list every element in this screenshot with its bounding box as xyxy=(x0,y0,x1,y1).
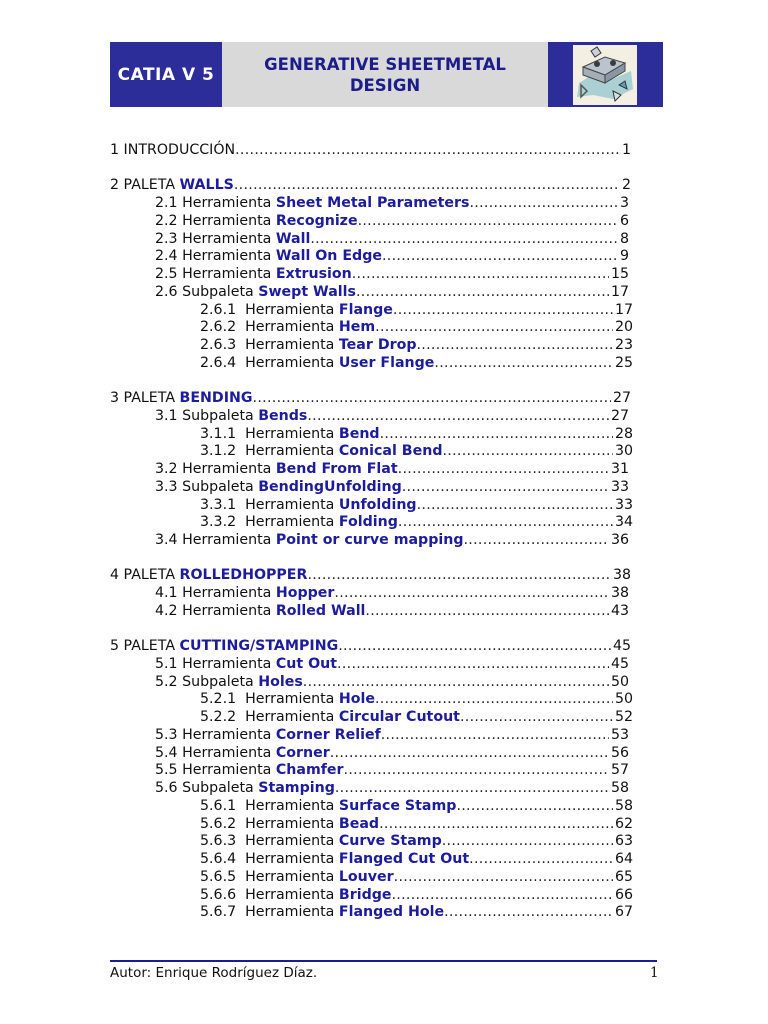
toc-entry-page: 2 xyxy=(621,177,631,194)
toc-entry-prefix: Subpaleta xyxy=(177,673,259,690)
toc-entry[interactable] xyxy=(200,832,633,850)
toc-entry-keyword: Sheet Metal Parameters xyxy=(275,195,470,211)
toc-dot-leader xyxy=(393,301,613,319)
toc-entry-keyword: Bend From Flat xyxy=(275,461,398,477)
toc-entry-prefix: Subpaleta xyxy=(177,283,259,300)
toc-entry-number: 1 xyxy=(110,142,120,158)
toc-entry[interactable] xyxy=(200,496,633,514)
toc-entry-keyword: Holes xyxy=(258,673,303,690)
toc-entry-number: 5.6.7 xyxy=(200,904,237,921)
toc-entry[interactable] xyxy=(155,726,629,744)
toc-dot-leader xyxy=(307,566,611,584)
toc-entry-page: 56 xyxy=(610,744,629,761)
toc-entry-number: 5.2.2 xyxy=(200,709,237,725)
toc-entry[interactable] xyxy=(200,797,633,815)
toc-entry-page: 52 xyxy=(614,709,633,725)
toc-entry-number: 3.3 xyxy=(155,478,178,495)
toc-entry-page: 45 xyxy=(612,638,631,654)
toc-dot-leader xyxy=(443,442,613,460)
toc-entry-number: 5.4 xyxy=(155,744,178,761)
toc-entry-prefix: PALETA xyxy=(119,177,180,194)
toc-entry-number: 2.6.1 xyxy=(200,301,237,318)
logo-box-container xyxy=(548,42,663,107)
toc-entry-keyword: Cut Out xyxy=(275,655,338,672)
toc-entry-prefix: Herramienta xyxy=(236,797,339,814)
toc-entry[interactable] xyxy=(155,265,629,283)
toc-entry-prefix: Herramienta xyxy=(177,744,276,761)
toc-entry[interactable] xyxy=(155,602,629,620)
toc-entry-number: 3.4 xyxy=(155,532,178,548)
toc-dot-leader xyxy=(334,584,609,602)
footer-author: Autor: Enrique Rodríguez Díaz. xyxy=(110,965,318,981)
toc-entry-number: 4.1 xyxy=(155,585,178,601)
toc-entry-prefix: PALETA xyxy=(119,390,180,406)
toc-entry-number: 2 xyxy=(110,177,120,194)
toc-entry[interactable] xyxy=(200,708,633,726)
toc-dot-leader xyxy=(442,832,613,850)
toc-entry-number: 2.6 xyxy=(155,283,178,300)
toc-dot-leader xyxy=(344,761,609,779)
toc-entry-page: 38 xyxy=(610,585,629,601)
toc-dot-leader xyxy=(365,602,609,620)
toc-dot-leader xyxy=(392,886,613,904)
toc-entry-keyword: Swept Walls xyxy=(258,283,356,300)
toc-entry-page: 64 xyxy=(614,851,633,867)
toc-entry-keyword: Bead xyxy=(338,815,380,832)
toc-entry-page: 50 xyxy=(610,673,629,690)
toc-entry[interactable] xyxy=(155,407,629,425)
toc-entry-number: 5.6.4 xyxy=(200,851,237,867)
toc-entry-page: 9 xyxy=(619,248,629,265)
toc-entry-number: 3.1.2 xyxy=(200,443,237,460)
toc-dot-leader xyxy=(358,212,618,230)
toc-entry-page: 53 xyxy=(610,726,629,743)
toc-dot-leader xyxy=(356,283,609,301)
toc-entry-keyword: Hem xyxy=(338,319,376,336)
toc-entry[interactable] xyxy=(155,194,629,212)
toc-entry-page: 33 xyxy=(610,478,629,495)
toc-entry-prefix: Herramienta xyxy=(236,496,339,513)
toc-entry-keyword: Folding xyxy=(338,514,398,531)
toc-entry-page: 33 xyxy=(614,496,633,513)
toc-entry-keyword: Bends xyxy=(258,407,308,424)
toc-entry-number: 2.6.4 xyxy=(200,354,237,371)
toc-dot-leader xyxy=(303,673,609,691)
toc-entry-page: 30 xyxy=(614,443,633,460)
toc-entry-page: 27 xyxy=(610,407,629,424)
toc-entry-keyword: Hopper xyxy=(275,585,335,601)
toc-entry-number: 3.1.1 xyxy=(200,425,237,442)
toc-dot-leader xyxy=(398,513,613,531)
toc-entry[interactable] xyxy=(200,442,633,460)
footer-rule xyxy=(110,960,657,962)
toc-entry[interactable] xyxy=(200,690,633,708)
toc-dot-leader xyxy=(253,389,611,407)
toc-entry-prefix: Herramienta xyxy=(177,585,276,601)
toc-entry-number: 2.1 xyxy=(155,195,178,211)
toc-entry[interactable] xyxy=(155,673,629,691)
toc-entry-prefix: Herramienta xyxy=(177,248,276,265)
toc-entry[interactable] xyxy=(200,318,633,336)
toc-dot-leader xyxy=(352,265,609,283)
toc-entry-keyword: Tear Drop xyxy=(338,337,417,353)
toc-entry-prefix: PALETA xyxy=(119,567,180,584)
toc-entry-keyword: User Flange xyxy=(338,354,435,371)
title-line-2: DESIGN xyxy=(349,75,421,95)
toc-entry-page: 38 xyxy=(612,567,631,584)
toc-entry-number: 2.6.2 xyxy=(200,319,237,336)
product-label: CATIA V 5 xyxy=(117,64,215,85)
toc-entry-page: 28 xyxy=(614,425,633,442)
toc-entry-prefix: PALETA xyxy=(119,638,180,654)
toc-entry-keyword: BENDING xyxy=(179,390,253,406)
toc-dot-leader xyxy=(375,690,613,708)
toc-entry-page: 8 xyxy=(619,230,629,247)
toc-dot-leader xyxy=(463,531,608,549)
toc-entry[interactable] xyxy=(155,247,629,265)
toc-entry-keyword: Flange xyxy=(338,301,393,318)
toc-entry[interactable] xyxy=(200,354,633,372)
toc-entry-page: 6 xyxy=(619,212,629,229)
toc-entry-keyword: Corner xyxy=(275,744,330,761)
toc-entry-page: 23 xyxy=(614,337,633,353)
toc-entry-prefix: Herramienta xyxy=(236,514,339,531)
toc-entry[interactable] xyxy=(200,301,633,319)
toc-entry[interactable] xyxy=(110,389,631,407)
toc-entry-prefix: Herramienta xyxy=(177,461,276,477)
toc-entry-prefix: Herramienta xyxy=(177,212,276,229)
toc-entry-number: 5.2 xyxy=(155,673,178,690)
toc-entry-page: 15 xyxy=(610,266,629,282)
toc-entry-number: 5.2.1 xyxy=(200,691,237,708)
toc-entry-keyword: Wall On Edge xyxy=(275,248,382,265)
toc-entry-page: 62 xyxy=(614,815,633,832)
toc-entry[interactable] xyxy=(155,283,629,301)
toc-entry-number: 5.1 xyxy=(155,655,178,672)
toc-entry-keyword: Chamfer xyxy=(275,762,344,779)
toc-entry-prefix: INTRODUCCIÓN xyxy=(119,142,236,158)
toc-entry-prefix: Herramienta xyxy=(236,851,339,867)
toc-dot-leader xyxy=(382,247,618,265)
toc-entry-page: 34 xyxy=(614,514,633,531)
toc-entry-number: 2.3 xyxy=(155,230,178,247)
toc-entry[interactable] xyxy=(155,655,629,673)
toc-entry[interactable] xyxy=(200,903,633,921)
toc-entry[interactable] xyxy=(110,637,631,655)
toc-entry-keyword: Rolled Wall xyxy=(275,602,366,619)
toc-entry-page: 36 xyxy=(610,532,629,548)
toc-dot-leader xyxy=(335,779,609,797)
toc-entry-prefix: Herramienta xyxy=(177,762,276,779)
toc-entry-page: 3 xyxy=(619,195,629,211)
toc-entry-prefix: Herramienta xyxy=(177,655,276,672)
toc-entry-page: 20 xyxy=(614,319,633,336)
toc-entry-page: 50 xyxy=(614,691,633,708)
toc-entry[interactable] xyxy=(155,744,629,762)
toc-entry-keyword: Conical Bend xyxy=(338,443,443,460)
toc-entry-page: 58 xyxy=(610,780,629,796)
toc-entry-prefix: Herramienta xyxy=(177,266,276,282)
toc-dot-leader xyxy=(456,797,613,815)
toc-entry-number: 5.6.3 xyxy=(200,833,237,850)
toc-entry-keyword: Unfolding xyxy=(338,496,417,513)
toc-entry[interactable] xyxy=(200,850,633,868)
toc-dot-leader xyxy=(310,230,618,248)
toc-entry-keyword: Louver xyxy=(338,868,394,885)
product-label-box xyxy=(110,42,222,107)
sheetmetal-part-icon xyxy=(573,45,637,105)
toc-entry[interactable] xyxy=(200,336,633,354)
toc-entry-number: 5.6.5 xyxy=(200,868,237,885)
toc-entry-number: 5.5 xyxy=(155,762,178,779)
toc-entry[interactable] xyxy=(155,230,629,248)
document-header xyxy=(110,42,663,107)
toc-entry-number: 3.3.1 xyxy=(200,496,237,513)
toc-entry-prefix: Herramienta xyxy=(236,904,339,921)
toc-entry-keyword: Recognize xyxy=(275,212,358,229)
toc-entry-keyword: Wall xyxy=(275,230,311,247)
toc-entry-number: 3.2 xyxy=(155,461,178,477)
toc-entry[interactable] xyxy=(110,566,631,584)
toc-entry-prefix: Herramienta xyxy=(177,602,276,619)
toc-dot-leader xyxy=(417,496,613,514)
toc-entry-prefix: Herramienta xyxy=(236,815,339,832)
toc-dot-leader xyxy=(394,868,613,886)
toc-entry-number: 5.6.6 xyxy=(200,886,237,903)
toc-entry[interactable] xyxy=(155,212,629,230)
toc-entry-prefix: Herramienta xyxy=(236,868,339,885)
footer-page-number: 1 xyxy=(650,965,659,981)
toc-entry-keyword: BendingUnfolding xyxy=(258,478,402,495)
toc-entry[interactable] xyxy=(155,531,629,549)
toc-entry-page: 66 xyxy=(614,886,633,903)
toc-entry-keyword: WALLS xyxy=(179,177,234,194)
toc-entry-keyword: Hole xyxy=(338,691,375,708)
toc-entry-keyword: Flanged Hole xyxy=(338,904,445,921)
toc-dot-leader xyxy=(379,815,613,833)
toc-entry-number: 4.2 xyxy=(155,602,178,619)
toc-entry-prefix: Herramienta xyxy=(177,195,276,211)
title-box xyxy=(222,42,548,107)
toc-entry-number: 2.2 xyxy=(155,212,178,229)
toc-entry[interactable] xyxy=(200,815,633,833)
toc-entry-prefix: Herramienta xyxy=(177,726,276,743)
toc-entry[interactable] xyxy=(200,886,633,904)
toc-entry-prefix: Herramienta xyxy=(177,532,276,548)
toc-entry-keyword: Circular Cutout xyxy=(338,709,460,725)
toc-entry-number: 5.6.2 xyxy=(200,815,237,832)
toc-dot-leader xyxy=(381,726,609,744)
toc-entry-page: 27 xyxy=(612,390,631,406)
toc-dot-leader xyxy=(337,655,609,673)
toc-entry[interactable] xyxy=(155,460,629,478)
toc-entry-keyword: ROLLEDHOPPER xyxy=(179,567,308,584)
toc-dot-leader xyxy=(235,141,620,159)
toc-entry-prefix: Subpaleta xyxy=(177,478,259,495)
toc-entry-number: 5.6 xyxy=(155,780,178,796)
toc-dot-leader xyxy=(434,354,613,372)
toc-entry[interactable] xyxy=(110,141,631,159)
toc-entry-prefix: Herramienta xyxy=(236,425,339,442)
toc-dot-leader xyxy=(234,176,620,194)
toc-entry-page: 63 xyxy=(614,833,633,850)
toc-entry-keyword: Curve Stamp xyxy=(338,833,442,850)
toc-entry[interactable] xyxy=(200,425,633,443)
toc-entry-page: 65 xyxy=(614,868,633,885)
toc-entry-number: 3.3.2 xyxy=(200,514,237,531)
toc-entry-page: 58 xyxy=(614,797,633,814)
toc-entry-prefix: Herramienta xyxy=(236,354,339,371)
toc-entry-number: 5.3 xyxy=(155,726,178,743)
toc-entry-prefix: Herramienta xyxy=(236,301,339,318)
toc-entry-number: 3.1 xyxy=(155,407,178,424)
toc-entry-keyword: Bridge xyxy=(338,886,392,903)
toc-entry[interactable] xyxy=(155,478,629,496)
toc-entry-number: 2.6.3 xyxy=(200,337,237,353)
toc-entry[interactable] xyxy=(155,584,629,602)
toc-entry[interactable] xyxy=(110,176,631,194)
toc-dot-leader xyxy=(460,708,613,726)
toc-entry-keyword: Flanged Cut Out xyxy=(338,851,470,867)
title-line-1: GENERATIVE SHEETMETAL xyxy=(264,54,506,74)
toc-dot-leader xyxy=(444,903,613,921)
toc-entry-page: 1 xyxy=(621,142,631,158)
toc-entry-number: 2.4 xyxy=(155,248,178,265)
toc-entry-prefix: Herramienta xyxy=(236,443,339,460)
toc-entry-keyword: Point or curve mapping xyxy=(275,532,464,548)
toc-dot-leader xyxy=(417,336,613,354)
toc-entry-prefix: Herramienta xyxy=(177,230,276,247)
toc-entry-keyword: Extrusion xyxy=(275,266,352,282)
toc-dot-leader xyxy=(398,460,609,478)
toc-entry-keyword: Bend xyxy=(338,425,380,442)
toc-entry-prefix: Herramienta xyxy=(236,833,339,850)
toc-dot-leader xyxy=(338,637,611,655)
toc-dot-leader xyxy=(469,194,618,212)
toc-dot-leader xyxy=(402,478,609,496)
toc-entry-prefix: Herramienta xyxy=(236,319,339,336)
toc-entry-page: 67 xyxy=(614,904,633,921)
toc-entry[interactable] xyxy=(155,779,629,797)
toc-entry[interactable] xyxy=(200,513,633,531)
toc-entry-prefix: Subpaleta xyxy=(177,407,259,424)
toc-dot-leader xyxy=(469,850,613,868)
toc-entry-number: 5.6.1 xyxy=(200,797,237,814)
toc-dot-leader xyxy=(330,744,609,762)
toc-entry-page: 43 xyxy=(610,602,629,619)
toc-entry-prefix: Herramienta xyxy=(236,709,339,725)
toc-entry-prefix: Herramienta xyxy=(236,337,339,353)
toc-entry[interactable] xyxy=(155,761,629,779)
toc-entry-prefix: Subpaleta xyxy=(177,780,259,796)
toc-entry-page: 57 xyxy=(610,762,629,779)
toc-entry-page: 45 xyxy=(610,655,629,672)
toc-dot-leader xyxy=(380,425,613,443)
toc-entry-number: 4 xyxy=(110,567,120,584)
toc-entry-page: 25 xyxy=(614,354,633,371)
toc-entry-number: 3 xyxy=(110,390,120,406)
toc-entry-page: 31 xyxy=(610,461,629,477)
toc-entry-number: 2.5 xyxy=(155,266,178,282)
toc-entry-page: 17 xyxy=(610,283,629,300)
toc-entry-keyword: Surface Stamp xyxy=(338,797,457,814)
toc-entry-prefix: Herramienta xyxy=(236,691,339,708)
toc-dot-leader xyxy=(307,407,609,425)
toc-entry-keyword: Stamping xyxy=(258,780,335,796)
toc-entry[interactable] xyxy=(200,868,633,886)
toc-entry-keyword: CUTTING/STAMPING xyxy=(179,638,339,654)
toc-entry-prefix: Herramienta xyxy=(236,886,339,903)
toc-entry-page: 17 xyxy=(614,301,633,318)
toc-entry-keyword: Corner Relief xyxy=(275,726,381,743)
toc-dot-leader xyxy=(375,318,613,336)
toc-entry-number: 5 xyxy=(110,638,120,654)
